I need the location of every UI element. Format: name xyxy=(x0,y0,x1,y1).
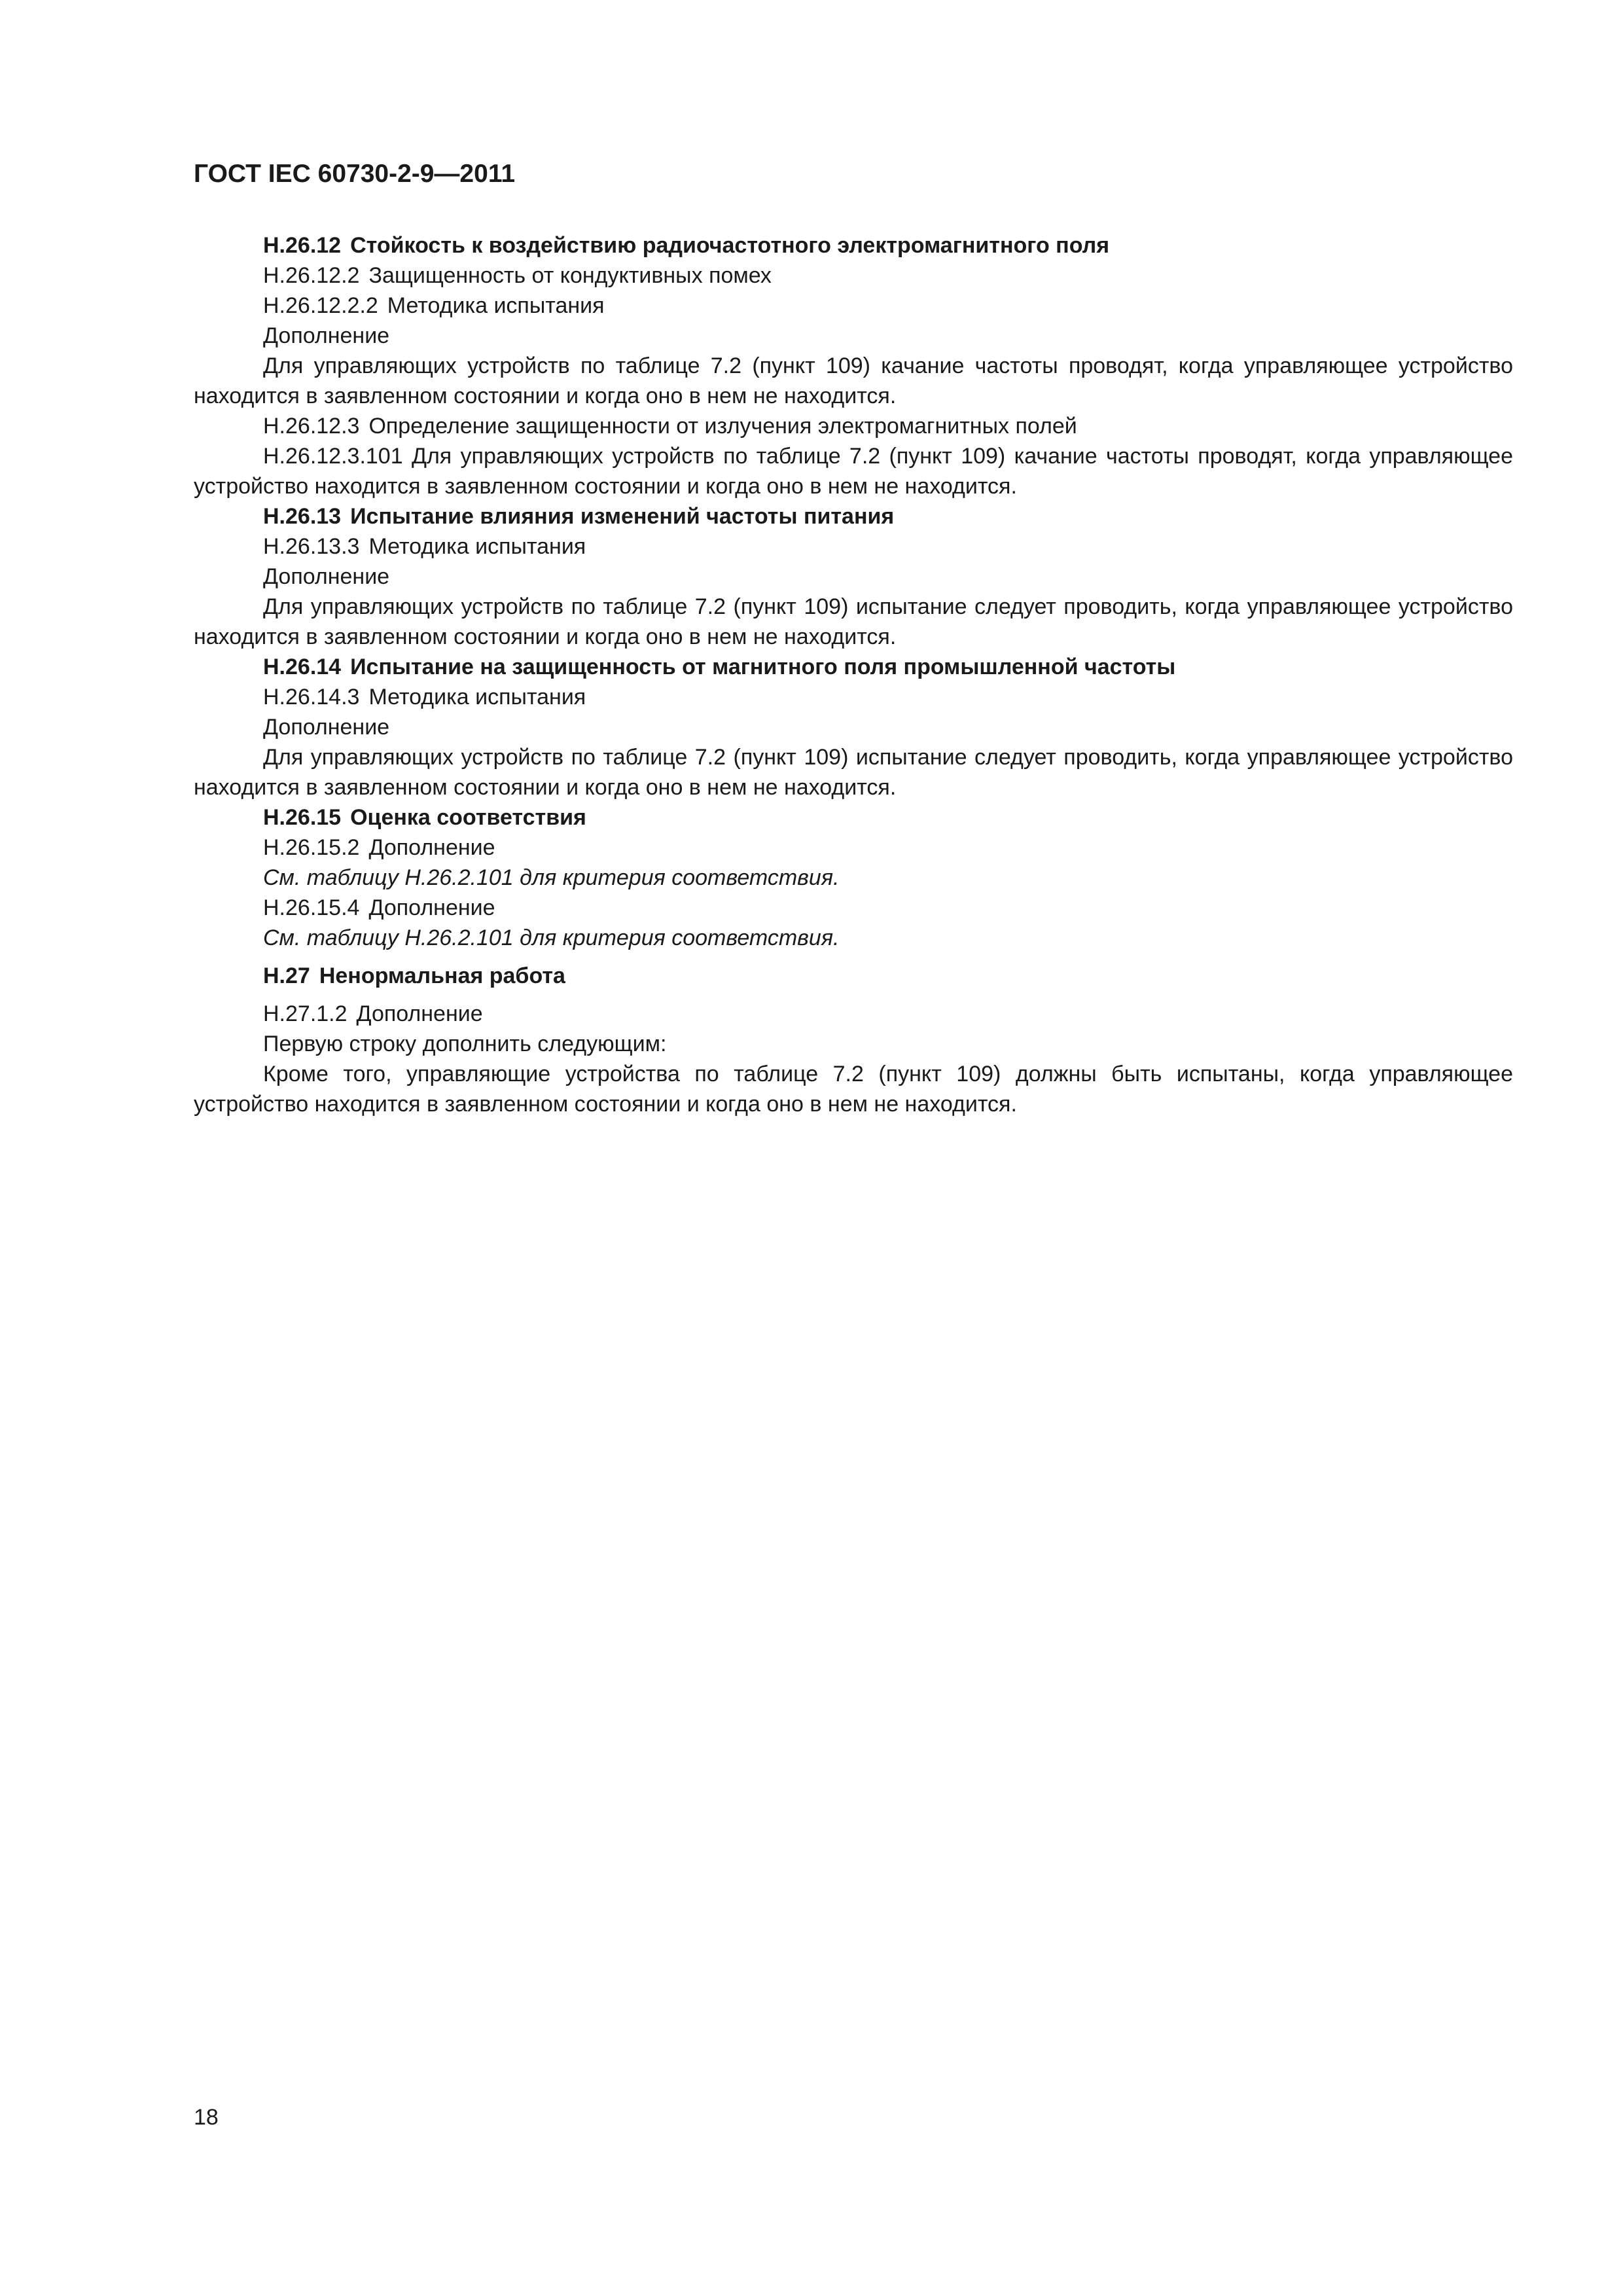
section-number: Н.26.14 xyxy=(263,655,342,679)
paragraph: Кроме того, управляющие устройства по таблице 7.2 (пункт 109) должны быть испытаны, когда управляющее устройство находится в заявленном состоянии и когда оно в нем не находится. xyxy=(194,1062,1513,1117)
addition-label: Дополнение xyxy=(263,564,390,589)
subsection-h26-15-2 xyxy=(194,833,1513,863)
document-body xyxy=(194,230,1513,1119)
note-italic: См. таблицу Н.26.2.101 для критерия соответствия. xyxy=(263,925,840,950)
section-title: Испытание влияния изменений частоты питания xyxy=(350,504,895,529)
section-number: Н.27.1.2 xyxy=(263,1001,348,1026)
section-number: Н.26.12.2 xyxy=(263,263,360,288)
subsection-h26-15-4 xyxy=(194,893,1513,923)
paragraph: Для управляющих устройств по таблице 7.2 (пункт 109) испытание следует проводить, когда управляющее устройство находится в заявленном состоянии и когда оно в нем не находится. xyxy=(194,594,1513,649)
section-heading-h26-12 xyxy=(194,230,1513,260)
page-number: 18 xyxy=(194,2105,219,2130)
section-heading-h26-15 xyxy=(194,802,1513,833)
note-italic: См. таблицу Н.26.2.101 для критерия соответствия. xyxy=(263,865,840,890)
section-number: Н.26.12.2.2 xyxy=(263,293,378,318)
subsection-h26-13-3 xyxy=(194,531,1513,562)
subsection-h26-12-2 xyxy=(194,260,1513,291)
section-title: Дополнение xyxy=(368,835,495,860)
subsection-h27-1-2 xyxy=(194,999,1513,1029)
section-title: Испытание на защищенность от магнитного поля промышленной частоты xyxy=(350,655,1176,679)
paragraph: Для управляющих устройств по таблице 7.2 (пункт 109) качание частоты проводят, когда управляющее устройство находится в заявленном состоянии и когда оно в нем не находится. xyxy=(194,353,1513,408)
section-number: Н.26.14.3 xyxy=(263,685,360,709)
subsection-h26-12-2-2 xyxy=(194,291,1513,321)
section-number: Н.26.15.4 xyxy=(263,895,360,920)
subsection-h26-12-3 xyxy=(194,411,1513,441)
instruction-line: Первую строку дополнить следующим: xyxy=(263,1031,667,1056)
document-header: ГОСТ IEC 60730-2-9—2011 xyxy=(194,160,516,188)
section-number: Н.26.15 xyxy=(263,805,342,830)
section-heading-h27 xyxy=(194,961,1513,991)
addition-label: Дополнение xyxy=(263,715,390,740)
section-number: Н.26.15.2 xyxy=(263,835,360,860)
section-heading-h26-14 xyxy=(194,652,1513,682)
section-title: Дополнение xyxy=(356,1001,483,1026)
section-heading-h26-13 xyxy=(194,501,1513,531)
section-title: Оценка соответствия xyxy=(350,805,586,830)
section-number: Н.26.13 xyxy=(263,504,342,529)
section-title: Определение защищенности от излучения электромагнитных полей xyxy=(368,414,1077,439)
section-title: Методика испытания xyxy=(368,534,586,559)
section-title: Методика испытания xyxy=(368,685,586,709)
section-number: Н.27 xyxy=(263,963,310,988)
section-number: Н.26.12 xyxy=(263,233,342,258)
section-title: Дополнение xyxy=(368,895,495,920)
section-number: Н.26.13.3 xyxy=(263,534,360,559)
section-number: Н.26.12.3 xyxy=(263,414,360,439)
subsection-h26-14-3 xyxy=(194,682,1513,712)
addition-label: Дополнение xyxy=(263,323,390,348)
paragraph: Для управляющих устройств по таблице 7.2 (пункт 109) испытание следует проводить, когда управляющее устройство находится в заявленном состоянии и когда оно в нем не находится. xyxy=(194,745,1513,800)
section-title: Методика испытания xyxy=(387,293,605,318)
paragraph: Н.26.12.3.101 Для управляющих устройств по таблице 7.2 (пункт 109) качание частоты проводят, когда управляющее устройство находится в заявленном состоянии и когда оно в нем не находится. xyxy=(194,444,1513,499)
section-title: Стойкость к воздействию радиочастотного электромагнитного поля xyxy=(350,233,1110,258)
section-title: Защищенность от кондуктивных помех xyxy=(368,263,772,288)
section-title: Ненормальная работа xyxy=(319,963,565,988)
